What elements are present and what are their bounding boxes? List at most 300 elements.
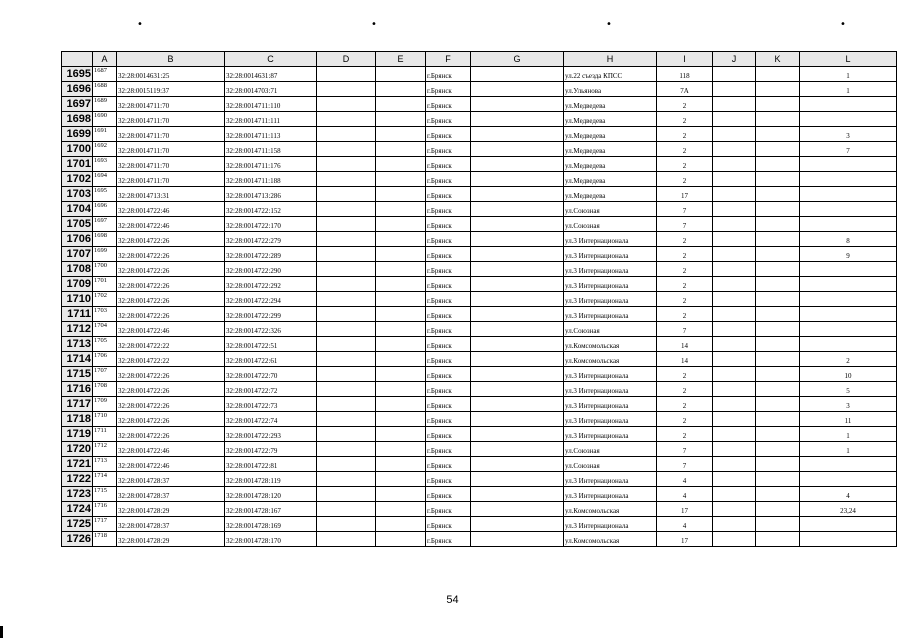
cell-h[interactable]: ул.3 Интернационала (564, 262, 657, 277)
cell-k[interactable] (756, 292, 800, 307)
cell-g[interactable] (471, 97, 564, 112)
cell-l[interactable] (800, 157, 897, 172)
cell-i[interactable]: 7 (657, 202, 713, 217)
cell-l[interactable] (800, 307, 897, 322)
cell-h[interactable]: ул.3 Интернационала (564, 397, 657, 412)
cell-g[interactable] (471, 307, 564, 322)
cell-c[interactable]: 32:28:0014711:176 (225, 157, 317, 172)
cell-d[interactable] (317, 142, 376, 157)
cell-l[interactable]: 3 (800, 127, 897, 142)
cell-d[interactable] (317, 517, 376, 532)
cell-d[interactable] (317, 112, 376, 127)
cell-a[interactable]: 1706 (93, 352, 117, 367)
cell-k[interactable] (756, 82, 800, 97)
cell-g[interactable] (471, 397, 564, 412)
column-header[interactable]: H (564, 52, 657, 67)
cell-h[interactable]: ул.Медведева (564, 97, 657, 112)
cell-f[interactable]: г.Брянск (426, 97, 471, 112)
cell-g[interactable] (471, 157, 564, 172)
cell-l[interactable] (800, 322, 897, 337)
cell-i[interactable]: 17 (657, 187, 713, 202)
cell-j[interactable] (713, 322, 756, 337)
cell-g[interactable] (471, 127, 564, 142)
cell-c[interactable]: 32:28:0014722:61 (225, 352, 317, 367)
cell-f[interactable]: г.Брянск (426, 382, 471, 397)
cell-k[interactable] (756, 502, 800, 517)
cell-l[interactable]: 4 (800, 487, 897, 502)
cell-h[interactable]: ул.Медведева (564, 157, 657, 172)
cell-l[interactable]: 3 (800, 397, 897, 412)
cell-k[interactable] (756, 127, 800, 142)
row-header[interactable]: 1696 (62, 82, 93, 97)
cell-e[interactable] (376, 517, 426, 532)
cell-f[interactable]: г.Брянск (426, 472, 471, 487)
cell-b[interactable]: 32:28:0014722:26 (117, 427, 225, 442)
cell-k[interactable] (756, 487, 800, 502)
cell-h[interactable]: ул.3 Интернационала (564, 412, 657, 427)
cell-j[interactable] (713, 307, 756, 322)
cell-f[interactable]: г.Брянск (426, 172, 471, 187)
cell-f[interactable]: г.Брянск (426, 247, 471, 262)
row-header[interactable]: 1706 (62, 232, 93, 247)
cell-j[interactable] (713, 367, 756, 382)
row-header[interactable]: 1703 (62, 187, 93, 202)
cell-h[interactable]: ул.Комсомольская (564, 532, 657, 547)
column-header[interactable]: E (376, 52, 426, 67)
cell-g[interactable] (471, 457, 564, 472)
cell-c[interactable]: 32:28:0014722:293 (225, 427, 317, 442)
cell-b[interactable]: 32:28:0014722:26 (117, 307, 225, 322)
cell-k[interactable] (756, 157, 800, 172)
cell-j[interactable] (713, 412, 756, 427)
cell-j[interactable] (713, 292, 756, 307)
cell-f[interactable]: г.Брянск (426, 457, 471, 472)
cell-a[interactable]: 1687 (93, 67, 117, 82)
cell-j[interactable] (713, 517, 756, 532)
cell-l[interactable]: 23,24 (800, 502, 897, 517)
cell-c[interactable]: 32:28:0014728:170 (225, 532, 317, 547)
cell-c[interactable]: 32:28:0014722:81 (225, 457, 317, 472)
cell-k[interactable] (756, 472, 800, 487)
cell-b[interactable]: 32:28:0014728:37 (117, 517, 225, 532)
cell-e[interactable] (376, 247, 426, 262)
cell-f[interactable]: г.Брянск (426, 157, 471, 172)
cell-g[interactable] (471, 217, 564, 232)
cell-f[interactable]: г.Брянск (426, 517, 471, 532)
cell-f[interactable]: г.Брянск (426, 367, 471, 382)
row-header[interactable]: 1695 (62, 67, 93, 82)
cell-i[interactable]: 7 (657, 442, 713, 457)
cell-j[interactable] (713, 82, 756, 97)
cell-a[interactable]: 1702 (93, 292, 117, 307)
cell-e[interactable] (376, 502, 426, 517)
cell-f[interactable]: г.Брянск (426, 262, 471, 277)
cell-g[interactable] (471, 292, 564, 307)
cell-a[interactable]: 1714 (93, 472, 117, 487)
cell-k[interactable] (756, 97, 800, 112)
cell-l[interactable] (800, 457, 897, 472)
cell-c[interactable]: 32:28:0014722:170 (225, 217, 317, 232)
cell-g[interactable] (471, 142, 564, 157)
cell-e[interactable] (376, 322, 426, 337)
cell-a[interactable]: 1691 (93, 127, 117, 142)
cell-d[interactable] (317, 127, 376, 142)
cell-i[interactable]: 2 (657, 367, 713, 382)
cell-d[interactable] (317, 337, 376, 352)
cell-b[interactable]: 32:28:0014711:70 (117, 97, 225, 112)
cell-b[interactable]: 32:28:0014722:46 (117, 322, 225, 337)
cell-e[interactable] (376, 412, 426, 427)
cell-k[interactable] (756, 412, 800, 427)
cell-g[interactable] (471, 82, 564, 97)
cell-b[interactable]: 32:28:0014728:37 (117, 487, 225, 502)
cell-j[interactable] (713, 277, 756, 292)
cell-b[interactable]: 32:28:0014722:26 (117, 277, 225, 292)
cell-i[interactable]: 2 (657, 397, 713, 412)
row-header[interactable]: 1702 (62, 172, 93, 187)
cell-f[interactable]: г.Брянск (426, 127, 471, 142)
cell-k[interactable] (756, 187, 800, 202)
cell-h[interactable]: ул.3 Интернационала (564, 247, 657, 262)
cell-j[interactable] (713, 202, 756, 217)
cell-d[interactable] (317, 412, 376, 427)
row-header[interactable]: 1698 (62, 112, 93, 127)
cell-b[interactable]: 32:28:0014722:26 (117, 262, 225, 277)
cell-j[interactable] (713, 112, 756, 127)
cell-d[interactable] (317, 262, 376, 277)
cell-i[interactable]: 118 (657, 67, 713, 82)
cell-i[interactable]: 4 (657, 472, 713, 487)
cell-j[interactable] (713, 502, 756, 517)
cell-f[interactable]: г.Брянск (426, 277, 471, 292)
cell-g[interactable] (471, 172, 564, 187)
cell-l[interactable] (800, 217, 897, 232)
cell-e[interactable] (376, 127, 426, 142)
cell-b[interactable]: 32:28:0014722:22 (117, 352, 225, 367)
cell-j[interactable] (713, 217, 756, 232)
cell-c[interactable]: 32:28:0014722:152 (225, 202, 317, 217)
cell-c[interactable]: 32:28:0014722:292 (225, 277, 317, 292)
cell-f[interactable]: г.Брянск (426, 202, 471, 217)
cell-g[interactable] (471, 247, 564, 262)
cell-e[interactable] (376, 472, 426, 487)
cell-e[interactable] (376, 82, 426, 97)
cell-c[interactable]: 32:28:0014728:119 (225, 472, 317, 487)
cell-a[interactable]: 1694 (93, 172, 117, 187)
cell-i[interactable]: 2 (657, 277, 713, 292)
row-header[interactable]: 1709 (62, 277, 93, 292)
cell-a[interactable]: 1717 (93, 517, 117, 532)
cell-c[interactable]: 32:28:0014711:113 (225, 127, 317, 142)
cell-c[interactable]: 32:28:0014722:70 (225, 367, 317, 382)
cell-e[interactable] (376, 157, 426, 172)
cell-f[interactable]: г.Брянск (426, 427, 471, 442)
cell-h[interactable]: ул.3 Интернационала (564, 292, 657, 307)
cell-a[interactable]: 1704 (93, 322, 117, 337)
cell-f[interactable]: г.Брянск (426, 187, 471, 202)
cell-c[interactable]: 32:28:0014722:326 (225, 322, 317, 337)
cell-e[interactable] (376, 487, 426, 502)
cell-d[interactable] (317, 442, 376, 457)
cell-b[interactable]: 32:28:0014722:26 (117, 367, 225, 382)
row-header[interactable]: 1717 (62, 397, 93, 412)
cell-b[interactable]: 32:28:0014713:31 (117, 187, 225, 202)
cell-a[interactable]: 1715 (93, 487, 117, 502)
cell-h[interactable]: ул.Союзная (564, 442, 657, 457)
cell-c[interactable]: 32:28:0014711:158 (225, 142, 317, 157)
cell-d[interactable] (317, 172, 376, 187)
cell-e[interactable] (376, 442, 426, 457)
cell-i[interactable]: 4 (657, 487, 713, 502)
cell-j[interactable] (713, 427, 756, 442)
cell-d[interactable] (317, 202, 376, 217)
cell-f[interactable]: г.Брянск (426, 502, 471, 517)
cell-i[interactable]: 7 (657, 217, 713, 232)
column-header[interactable]: D (317, 52, 376, 67)
cell-c[interactable]: 32:28:0014722:294 (225, 292, 317, 307)
corner-cell[interactable] (62, 52, 93, 67)
cell-h[interactable]: ул.Ульянова (564, 82, 657, 97)
row-header[interactable]: 1715 (62, 367, 93, 382)
cell-l[interactable]: 2 (800, 352, 897, 367)
cell-c[interactable]: 32:28:0014722:74 (225, 412, 317, 427)
cell-h[interactable]: ул.Союзная (564, 322, 657, 337)
cell-d[interactable] (317, 232, 376, 247)
cell-b[interactable]: 32:28:0014711:70 (117, 112, 225, 127)
cell-f[interactable]: г.Брянск (426, 67, 471, 82)
cell-e[interactable] (376, 202, 426, 217)
cell-c[interactable]: 32:28:0014711:188 (225, 172, 317, 187)
column-header[interactable]: L (800, 52, 897, 67)
cell-j[interactable] (713, 142, 756, 157)
cell-g[interactable] (471, 472, 564, 487)
cell-g[interactable] (471, 427, 564, 442)
cell-h[interactable]: ул.3 Интернационала (564, 232, 657, 247)
cell-d[interactable] (317, 472, 376, 487)
cell-g[interactable] (471, 352, 564, 367)
cell-d[interactable] (317, 502, 376, 517)
cell-e[interactable] (376, 172, 426, 187)
cell-i[interactable]: 2 (657, 127, 713, 142)
cell-k[interactable] (756, 427, 800, 442)
cell-f[interactable]: г.Брянск (426, 322, 471, 337)
cell-b[interactable]: 32:28:0014722:46 (117, 442, 225, 457)
cell-k[interactable] (756, 457, 800, 472)
cell-g[interactable] (471, 442, 564, 457)
cell-e[interactable] (376, 112, 426, 127)
cell-e[interactable] (376, 427, 426, 442)
cell-g[interactable] (471, 67, 564, 82)
cell-h[interactable]: ул.3 Интернационала (564, 382, 657, 397)
cell-c[interactable]: 32:28:0014703:71 (225, 82, 317, 97)
cell-i[interactable]: 2 (657, 412, 713, 427)
row-header[interactable]: 1724 (62, 502, 93, 517)
cell-j[interactable] (713, 382, 756, 397)
cell-c[interactable]: 32:28:0014722:72 (225, 382, 317, 397)
cell-i[interactable]: 2 (657, 112, 713, 127)
cell-a[interactable]: 1712 (93, 442, 117, 457)
cell-l[interactable]: 8 (800, 232, 897, 247)
row-header[interactable]: 1720 (62, 442, 93, 457)
cell-d[interactable] (317, 217, 376, 232)
cell-j[interactable] (713, 262, 756, 277)
cell-k[interactable] (756, 397, 800, 412)
cell-b[interactable]: 32:28:0014722:26 (117, 382, 225, 397)
row-header[interactable]: 1725 (62, 517, 93, 532)
cell-h[interactable]: ул.3 Интернационала (564, 427, 657, 442)
cell-d[interactable] (317, 352, 376, 367)
cell-e[interactable] (376, 367, 426, 382)
cell-g[interactable] (471, 187, 564, 202)
cell-j[interactable] (713, 127, 756, 142)
cell-a[interactable]: 1705 (93, 337, 117, 352)
cell-c[interactable]: 32:28:0014722:51 (225, 337, 317, 352)
cell-g[interactable] (471, 277, 564, 292)
cell-h[interactable]: ул.3 Интернационала (564, 307, 657, 322)
cell-l[interactable] (800, 517, 897, 532)
row-header[interactable]: 1718 (62, 412, 93, 427)
cell-h[interactable]: ул.3 Интернационала (564, 367, 657, 382)
cell-b[interactable]: 32:28:0014711:70 (117, 172, 225, 187)
cell-d[interactable] (317, 307, 376, 322)
cell-h[interactable]: ул.Союзная (564, 217, 657, 232)
cell-c[interactable]: 32:28:0014713:286 (225, 187, 317, 202)
cell-l[interactable] (800, 277, 897, 292)
cell-k[interactable] (756, 352, 800, 367)
cell-h[interactable]: ул.3 Интернационала (564, 277, 657, 292)
cell-k[interactable] (756, 442, 800, 457)
cell-l[interactable]: 11 (800, 412, 897, 427)
column-header[interactable]: I (657, 52, 713, 67)
cell-d[interactable] (317, 277, 376, 292)
cell-b[interactable]: 32:28:0014722:26 (117, 232, 225, 247)
cell-i[interactable]: 14 (657, 352, 713, 367)
cell-b[interactable]: 32:28:0014722:46 (117, 457, 225, 472)
cell-f[interactable]: г.Брянск (426, 337, 471, 352)
cell-h[interactable]: ул.Медведева (564, 172, 657, 187)
cell-f[interactable]: г.Брянск (426, 397, 471, 412)
cell-k[interactable] (756, 382, 800, 397)
cell-a[interactable]: 1703 (93, 307, 117, 322)
cell-d[interactable] (317, 322, 376, 337)
cell-l[interactable]: 1 (800, 442, 897, 457)
row-header[interactable]: 1716 (62, 382, 93, 397)
cell-f[interactable]: г.Брянск (426, 82, 471, 97)
cell-i[interactable]: 2 (657, 292, 713, 307)
cell-e[interactable] (376, 277, 426, 292)
cell-c[interactable]: 32:28:0014728:120 (225, 487, 317, 502)
row-header[interactable]: 1719 (62, 427, 93, 442)
cell-f[interactable]: г.Брянск (426, 442, 471, 457)
cell-e[interactable] (376, 67, 426, 82)
cell-l[interactable] (800, 172, 897, 187)
cell-g[interactable] (471, 202, 564, 217)
row-header[interactable]: 1723 (62, 487, 93, 502)
cell-b[interactable]: 32:28:0014728:29 (117, 532, 225, 547)
cell-b[interactable]: 32:28:0014631:25 (117, 67, 225, 82)
row-header[interactable]: 1713 (62, 337, 93, 352)
row-header[interactable]: 1701 (62, 157, 93, 172)
cell-j[interactable] (713, 232, 756, 247)
cell-h[interactable]: ул.Союзная (564, 202, 657, 217)
column-header[interactable]: G (471, 52, 564, 67)
row-header[interactable]: 1711 (62, 307, 93, 322)
cell-e[interactable] (376, 292, 426, 307)
cell-g[interactable] (471, 412, 564, 427)
column-header[interactable]: F (426, 52, 471, 67)
cell-i[interactable]: 17 (657, 532, 713, 547)
cell-a[interactable]: 1695 (93, 187, 117, 202)
cell-a[interactable]: 1711 (93, 427, 117, 442)
cell-c[interactable]: 32:28:0014722:73 (225, 397, 317, 412)
cell-e[interactable] (376, 397, 426, 412)
column-header[interactable]: B (117, 52, 225, 67)
cell-a[interactable]: 1692 (93, 142, 117, 157)
cell-a[interactable]: 1698 (93, 232, 117, 247)
cell-l[interactable] (800, 532, 897, 547)
cell-j[interactable] (713, 337, 756, 352)
cell-g[interactable] (471, 112, 564, 127)
cell-e[interactable] (376, 187, 426, 202)
cell-i[interactable]: 2 (657, 142, 713, 157)
cell-h[interactable]: ул.3 Интернационала (564, 487, 657, 502)
cell-j[interactable] (713, 67, 756, 82)
cell-e[interactable] (376, 232, 426, 247)
column-header[interactable]: A (93, 52, 117, 67)
cell-h[interactable]: ул.Комсомольская (564, 502, 657, 517)
row-header[interactable]: 1697 (62, 97, 93, 112)
cell-l[interactable]: 1 (800, 82, 897, 97)
cell-l[interactable] (800, 292, 897, 307)
cell-k[interactable] (756, 232, 800, 247)
cell-k[interactable] (756, 262, 800, 277)
cell-i[interactable]: 7 (657, 457, 713, 472)
cell-l[interactable] (800, 187, 897, 202)
cell-l[interactable] (800, 337, 897, 352)
cell-g[interactable] (471, 382, 564, 397)
cell-i[interactable]: 2 (657, 172, 713, 187)
cell-k[interactable] (756, 172, 800, 187)
row-header[interactable]: 1721 (62, 457, 93, 472)
cell-a[interactable]: 1701 (93, 277, 117, 292)
cell-l[interactable] (800, 202, 897, 217)
cell-i[interactable]: 14 (657, 337, 713, 352)
cell-g[interactable] (471, 337, 564, 352)
cell-f[interactable]: г.Брянск (426, 232, 471, 247)
cell-a[interactable]: 1716 (93, 502, 117, 517)
cell-j[interactable] (713, 532, 756, 547)
cell-g[interactable] (471, 262, 564, 277)
cell-l[interactable]: 7 (800, 142, 897, 157)
cell-h[interactable]: ул.Медведева (564, 127, 657, 142)
cell-g[interactable] (471, 487, 564, 502)
cell-i[interactable]: 7 (657, 322, 713, 337)
cell-i[interactable]: 2 (657, 427, 713, 442)
cell-d[interactable] (317, 292, 376, 307)
cell-f[interactable]: г.Брянск (426, 217, 471, 232)
cell-f[interactable]: г.Брянск (426, 292, 471, 307)
cell-c[interactable]: 32:28:0014722:289 (225, 247, 317, 262)
cell-b[interactable]: 32:28:0014722:26 (117, 292, 225, 307)
cell-k[interactable] (756, 112, 800, 127)
cell-i[interactable]: 2 (657, 97, 713, 112)
cell-g[interactable] (471, 322, 564, 337)
cell-k[interactable] (756, 337, 800, 352)
cell-j[interactable] (713, 172, 756, 187)
cell-a[interactable]: 1689 (93, 97, 117, 112)
row-header[interactable]: 1726 (62, 532, 93, 547)
cell-i[interactable]: 2 (657, 157, 713, 172)
